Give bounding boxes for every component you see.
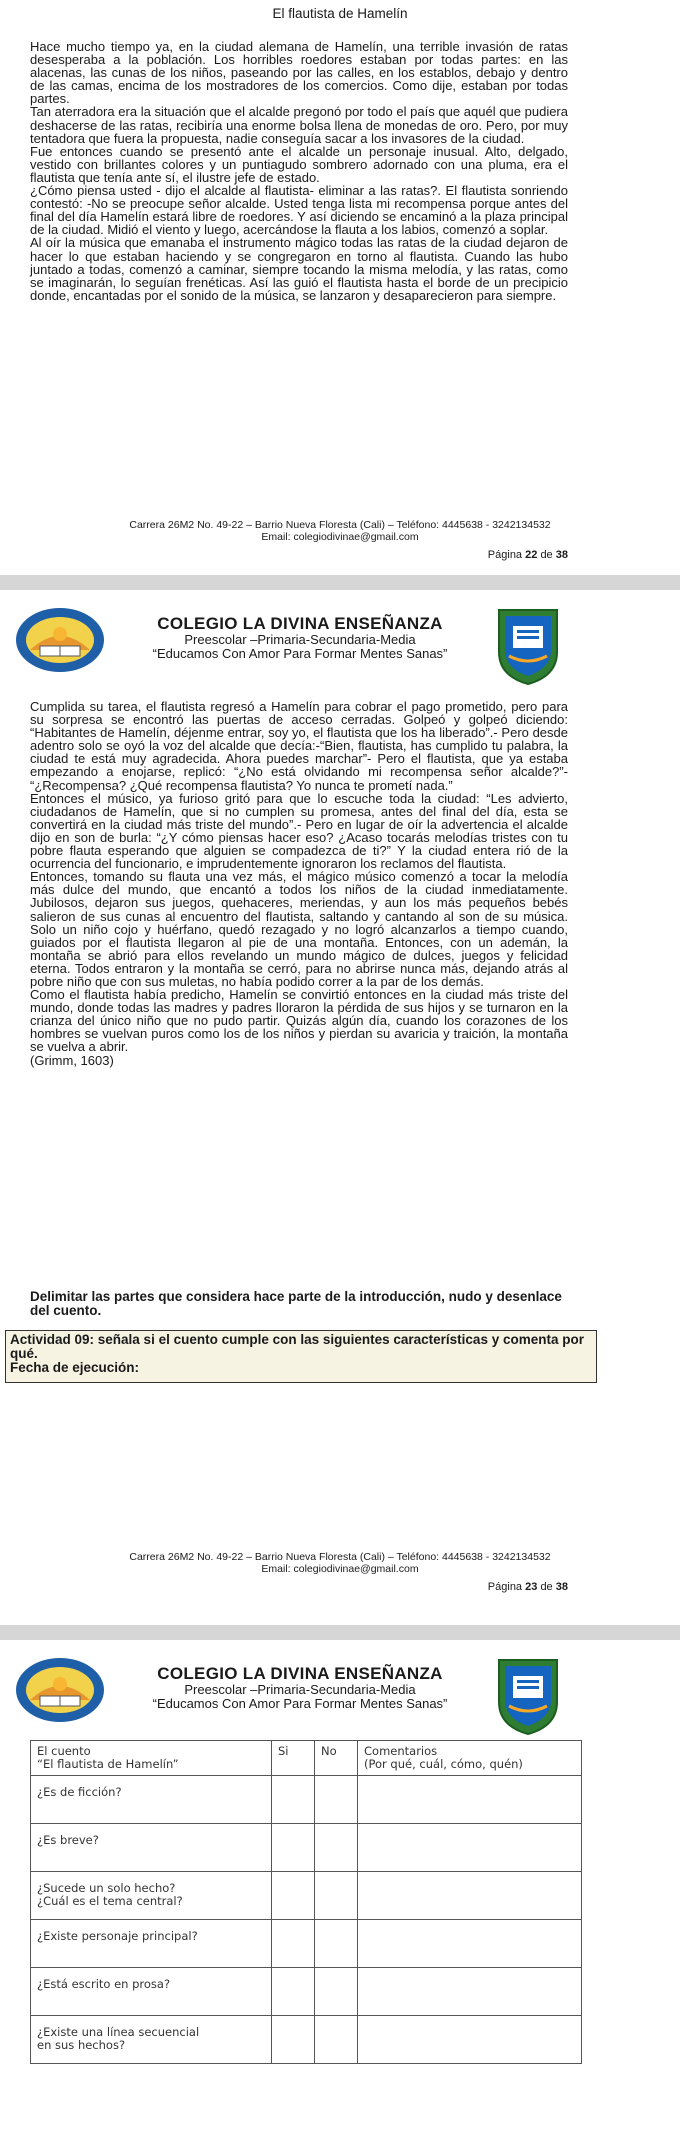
school-info [110,615,490,661]
school-logo-icon [12,602,108,674]
table-header-row [31,1741,582,1776]
page-number: Página 23 de 38 [487,1581,568,1593]
no-cell[interactable] [315,2016,358,2064]
school-header [0,590,680,690]
comment-cell[interactable] [358,1920,582,1968]
table-row [31,2016,582,2064]
page-number: Página 22 de 38 [487,549,568,561]
comment-cell[interactable] [358,2016,582,2064]
school-shield-icon [495,1656,561,1736]
column-header-story: El cuento “El flautista de Hamelín” [31,1741,272,1776]
paragraph: Tan aterradora era la situación que el alcalde pregonó por todo el país que aquél que pudiera deshacerse de las ratas, recibiría una enorme bolsa llena de monedas de oro. Pero, por muy tentadora que fuera la propuesta, nadie conseguía sacar a los invasores de la ciudad. [30,104,568,146]
comment-cell[interactable] [358,1872,582,1920]
document-page-24 [0,1640,680,2130]
activity-box [5,1330,597,1383]
school-name: COLEGIO LA DIVINA ENSEÑANZA [157,1664,443,1683]
paragraph: Cumplida su tarea, el flautista regresó a Hamelín para cobrar el pago prometido, pero para su sorpresa se encontró las puertas de acceso cerradas. Golpeó y golpeó diciendo: “Habitantes de Hamelín, déjenme entrar, soy yo, el flautista que los ha liberado”.- Pero desde adentro solo se oyó la voz del alcalde que decía:-“Bien, flautista, has cumplido tu palabra, la ciudad te está muy agradecida. Ahora puedes marchar”- Pero el flautista, que ya estaba empezando a enojarse, replicó: “¿No está olvidando mi recompensa señor alcalde?”- “¿Recompensa? ¿Qué recompensa flautista? Yo nunca te prometí nada.” [30,699,568,793]
footer-email: Email: colegiodivinae@gmail.com [261,530,419,543]
question-cell: ¿Es de ficción? [31,1776,272,1824]
comment-cell[interactable] [358,1824,582,1872]
footer-address: Carrera 26M2 No. 49-22 – Barrio Nueva Floresta (Cali) – Teléfono: 4445638 - 3242134532 [129,519,551,531]
no-cell[interactable] [315,1824,358,1872]
story-text-page1 [30,40,568,302]
instruction-text: Delimitar las partes que considera hace parte de la introducción, nudo y desenlace del cuento. [30,1289,562,1318]
yes-cell[interactable] [272,2016,315,2064]
yes-cell[interactable] [272,1872,315,1920]
school-name: COLEGIO LA DIVINA ENSEÑANZA [157,614,443,633]
paragraph: ¿Cómo piensa usted - dijo el alcalde al flautista- eliminar a las ratas?. El flautista sonriendo contestó: -No se preocupe señor alcalde. Usted tenga lista mi recompensa porque antes del final del día Hamelín estará libre de roedores. Y así diciendo se encaminó a la plaza principal de la ciudad. Midió el viento y luego, acercándose la flauta a los labios, comenzó a soplar. [30,183,568,238]
question-cell: ¿Existe personaje principal? [31,1920,272,1968]
activity-date: Fecha de ejecución: [10,1360,140,1375]
school-shield-icon [495,606,561,686]
paragraph: Entonces, tomando su flauta una vez más, el mágico músico comenzó a tocar la melodía más dulce del mundo, que encantó a todos los niños de la ciudad inmediatamente. Jubilosos, dejaron sus juegos, quehaceres, meriendas, y aun los más pequeños bebés salieron de sus cunas al encuentro del flautista, saltando y cantando al son de su música. Solo un niño cojo y huérfano, quedó rezagado y no logró alcanzarlos a tiempo cuando, guiados por el flautista llegaron al pie de una montaña. Entonces, con un ademán, la montaña se abrió para ellos revelando un mundo mágico de dulces, juegos y felicidad eterna. Todos entraron y la montaña se cerró, para no abrirse nunca más, dejando atrás al pobre niño que con sus muletas, no había podido correr a la par de los demás. [30,869,568,989]
paragraph: Entonces el músico, ya furioso gritó para que lo escuche toda la ciudad: “Les advierto, ciudadanos de Hamelín, que si no cumplen su promesa, antes del final del día, esta se convertirá en la ciudad más triste del mundo”.- Pero en lugar de oír la advertencia el alcalde dijo en son de burla: “¿Y cómo piensas hacer eso? ¿Acaso tocarás melodías tristes con tu pobre flauta esperando que alguien se compadezca de ti?” Y la ciudad entera rió de la ocurrencia del funcionario, e imprudentemente ignoraron los reclamos del flautista. [30,790,568,872]
citation: (Grimm, 1603) [30,1052,114,1068]
comment-cell[interactable] [358,1776,582,1824]
yes-cell[interactable] [272,1920,315,1968]
no-cell[interactable] [315,1776,358,1824]
school-motto: “Educamos Con Amor Para Formar Mentes Sanas” [152,1696,448,1711]
evaluation-table [30,1740,582,2064]
column-header-comments: Comentarios (Por qué, cuál, cómo, quén) [358,1741,582,1776]
paragraph: Al oír la música que emanaba el instrumento mágico todas las ratas de la ciudad dejaron de hacer lo que estaban haciendo y se congregaron en torno al flautista. Cuando las hubo juntado a todas, comenzó a caminar, siempre tocando la misma melodía, y las ratas, como se imaginarán, lo seguían frenéticas. Así las guió el flautista hasta el borde de un precipicio donde, encantadas por el sonido de la música, se lanzaron y desaparecieron para siempre. [30,235,568,303]
page-footer [0,1552,680,1575]
yes-cell[interactable] [272,1968,315,2016]
document-page-22 [0,0,680,575]
column-header-no: No [315,1741,358,1776]
table-row [31,1872,582,1920]
no-cell[interactable] [315,1968,358,2016]
column-header-yes: Si [272,1741,315,1776]
question-cell: ¿Está escrito en prosa? [31,1968,272,2016]
school-header [0,1640,680,1740]
school-levels: Preescolar –Primaria-Secundaria-Media [184,1682,416,1697]
yes-cell[interactable] [272,1776,315,1824]
paragraph: Fue entonces cuando se presentó ante el alcalde un personaje inusual. Alto, delgado, vestido con brillantes colores y un puntiagudo sombrero adornado con una pluma, era el flautista que tenía ante sí, el ilustre jefe de estado. [30,143,568,185]
table-row [31,1920,582,1968]
activity-title: Actividad 09: señala si el cuento cumple con las siguientes características y comenta por qué. [10,1332,584,1361]
yes-cell[interactable] [272,1824,315,1872]
no-cell[interactable] [315,1872,358,1920]
table-row [31,1968,582,2016]
comment-cell[interactable] [358,1968,582,2016]
footer-address: Carrera 26M2 No. 49-22 – Barrio Nueva Floresta (Cali) – Teléfono: 4445638 - 3242134532 [129,1551,551,1563]
question-cell: ¿Es breve? [31,1824,272,1872]
question-cell: ¿Sucede un solo hecho? ¿Cuál es el tema central? [31,1872,272,1920]
school-levels: Preescolar –Primaria-Secundaria-Media [184,632,416,647]
school-info [110,1665,490,1711]
paragraph: Como el flautista había predicho, Hamelín se convirtió entonces en la ciudad más triste del mundo, donde todas las madres y padres lloraron la pérdida de sus hijos y se turnaron en la crianza del único niño que no pudo partir. Quizás algún día, cuando los corazones de los hombres se vuelvan puros como los de los niños y pierdan su avaricia y traición, la montaña se vuelva a abrir. [30,987,568,1055]
footer-email: Email: colegiodivinae@gmail.com [261,1562,419,1575]
table-row [31,1776,582,1824]
table-row [31,1824,582,1872]
no-cell[interactable] [315,1920,358,1968]
question-cell: ¿Existe una línea secuencial en sus hechos? [31,2016,272,2064]
paragraph: Hace mucho tiempo ya, en la ciudad alemana de Hamelín, una terrible invasión de ratas desesperaba a la población. Los horribles roedores estaban por todas partes: en las alacenas, las cunas de los niños, paseando por las calles, en los establos, debajo y dentro de las camas, encima de los mostradores de los comercios. Como dije, estaban por todas partes. [30,39,568,107]
school-motto: “Educamos Con Amor Para Formar Mentes Sanas” [152,646,448,661]
story-title: El flautista de Hamelín [272,6,408,21]
page-footer [0,520,680,543]
document-page-23 [0,590,680,1625]
school-logo-icon [12,1652,108,1724]
story-text-page2 [30,700,568,1067]
